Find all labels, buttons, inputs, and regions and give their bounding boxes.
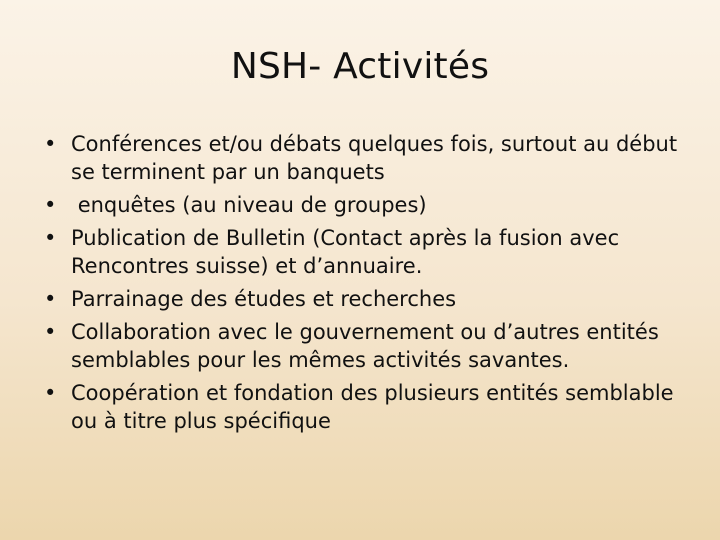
slide-title: NSH- Activités bbox=[230, 46, 490, 87]
bullet-text: Publication de Bulletin (Contact après la fusion avec Rencontres suisse) et d’annuaire. bbox=[71, 226, 620, 278]
bullet-text: Parrainage des études et recherches bbox=[71, 287, 457, 311]
list-item bbox=[44, 130, 684, 186]
bullet-icon: • bbox=[44, 381, 57, 405]
bullet-icon: • bbox=[44, 320, 57, 344]
list-item bbox=[44, 191, 684, 219]
list-item bbox=[44, 379, 684, 435]
list-item bbox=[44, 285, 684, 313]
bullet-text: Coopération et fondation des plusieurs entités semblable ou à titre plus spécifique bbox=[71, 381, 674, 433]
bullet-icon: • bbox=[44, 287, 57, 311]
list-item bbox=[44, 318, 684, 374]
bullet-icon: • bbox=[44, 132, 57, 156]
bullet-text: enquêtes (au niveau de groupes) bbox=[71, 193, 427, 217]
bullet-icon: • bbox=[44, 193, 57, 217]
bullet-icon: • bbox=[44, 226, 57, 250]
bullet-text: Conférences et/ou débats quelques fois, surtout au début se terminent par un banquets bbox=[71, 132, 678, 184]
bullet-list bbox=[44, 130, 684, 440]
list-item bbox=[44, 224, 684, 280]
bullet-text: Collaboration avec le gouvernement ou d’autres entités semblables pour les mêmes activités savantes. bbox=[71, 320, 659, 372]
